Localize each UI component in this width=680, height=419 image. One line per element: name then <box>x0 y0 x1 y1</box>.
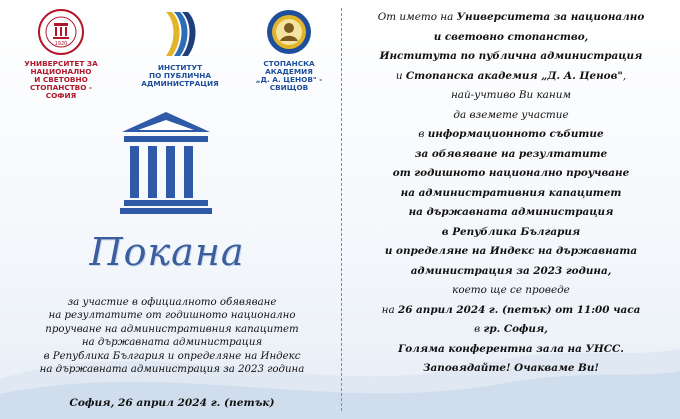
text-fragment: Университета за национално <box>456 11 645 23</box>
text-line-18: Голяма конферентна зала на УНСС. <box>398 342 624 355</box>
unss-seal-icon <box>37 8 85 56</box>
ipa-caption-3: АДМИНИСТРАЦИЯ <box>141 79 219 88</box>
text-line-13: и определяне на Индекс на държавната <box>384 245 638 257</box>
text-fragment: в <box>418 128 428 140</box>
unss-seal-year: 1920 <box>54 41 68 47</box>
sa-logo <box>246 8 332 92</box>
text-fragment: 26 април 2024 г. (петък) от 11:00 часа <box>397 303 641 316</box>
text-line-4 <box>352 67 670 87</box>
ipa-caption-2: ПО ПУБЛИЧНА <box>149 71 211 80</box>
unss-caption-2: И СВЕТОВНО СТОПАНСТВО - <box>29 75 93 92</box>
text-fragment: в <box>474 323 484 335</box>
text-line-2: и световно стопанство, <box>433 30 589 43</box>
text-line-5: най-учтиво Ви каним <box>450 89 572 101</box>
invitation-title: Покана <box>89 230 245 274</box>
sa-caption-2: „Д. А. ЦЕНОВ" - <box>255 75 323 84</box>
text-fragment: информационното събитие <box>427 128 604 140</box>
text-line-19: Заповядайте! Очакваме Ви! <box>423 362 599 374</box>
text-line-10: на административния капацитет <box>400 186 622 199</box>
unss-caption-1: УНИВЕРСИТЕТ ЗА НАЦИОНАЛНО <box>24 59 98 76</box>
text-line-15: което ще се проведе <box>452 284 570 296</box>
text-line-7 <box>352 125 670 145</box>
text-line-16 <box>352 301 670 321</box>
purpose-paragraph <box>8 296 336 376</box>
text-fragment: Стопанска академия „Д. А. Ценов" <box>405 69 623 82</box>
text-fragment: От името на <box>377 11 457 23</box>
ipa-caption-1: ИНСТИТУТ <box>157 63 203 72</box>
purpose-line: на държавната администрация за 2023 година <box>39 364 305 376</box>
event-date-line: София, 26 април 2024 г. (петък) <box>69 397 275 409</box>
purpose-line: в Република България и определяне на Индекс <box>43 350 301 362</box>
text-fragment: , <box>622 69 627 82</box>
text-line-14: администрация за 2023 година, <box>410 264 612 277</box>
building-columns-icon <box>118 108 214 216</box>
purpose-line: проучване на административния капацитет <box>45 323 299 335</box>
ipa-logo <box>140 8 220 88</box>
sa-seal-icon <box>265 8 313 56</box>
text-line-17 <box>352 320 670 340</box>
text-fragment: на <box>381 303 398 316</box>
invitation-text <box>352 8 670 379</box>
unss-logo <box>6 8 116 100</box>
sa-caption-1: СТОПАНСКА АКАДЕМИЯ <box>263 59 315 76</box>
text-fragment: гр. София, <box>483 323 548 335</box>
text-line-1 <box>352 8 670 28</box>
text-fragment: и <box>395 69 406 82</box>
purpose-line: на държавната администрация <box>81 337 263 349</box>
purpose-line: за участие в официалното обявяване <box>67 297 277 308</box>
purpose-line: на резултатите от годишното национално <box>48 310 296 322</box>
sa-caption-3: СВИЩОВ <box>269 83 309 92</box>
center-divider <box>341 8 342 411</box>
ipa-emblem-icon <box>160 8 200 60</box>
text-line-12: в Република България <box>441 225 581 238</box>
text-line-6: да вземете участие <box>453 108 569 121</box>
text-line-3: Института по публична администрация <box>379 50 643 62</box>
unss-caption-3: СОФИЯ <box>45 91 77 100</box>
text-line-8: за обявяване на резултатите <box>414 147 608 160</box>
text-line-11: на държавната администрация <box>408 206 614 218</box>
text-line-9: от годишното национално проучване <box>392 167 630 179</box>
